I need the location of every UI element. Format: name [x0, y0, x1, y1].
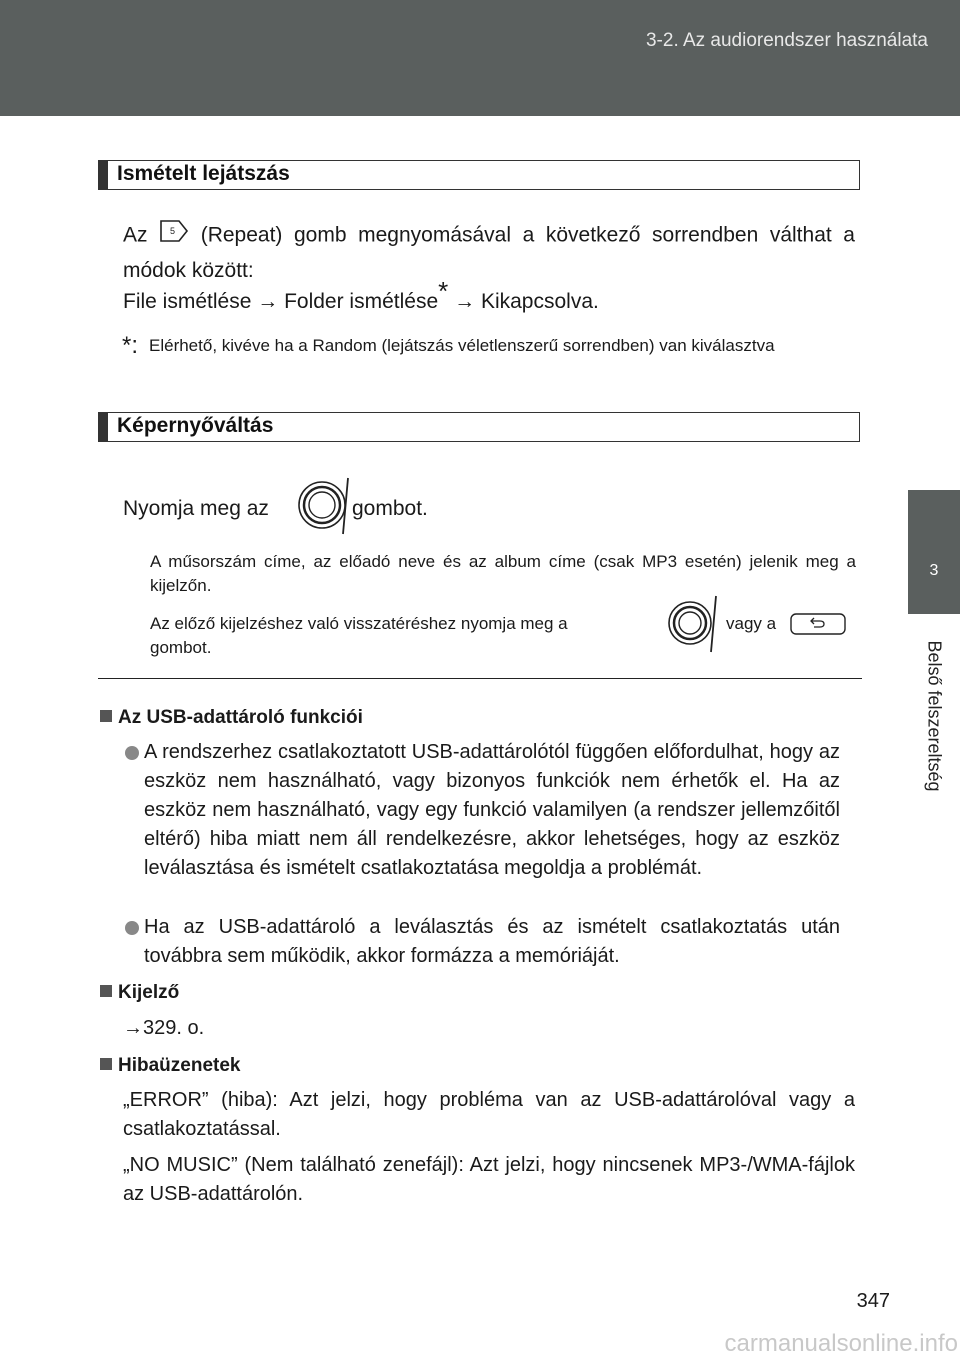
screen-note-1: A műsorszám címe, az előadó neve és az album címe (csak MP3 esetén) jelenik meg a kijelzőn.: [150, 552, 856, 595]
errors-title: [100, 1049, 240, 1082]
seq-arrow-2: →: [454, 290, 476, 313]
screen-heading-text: Képernyőváltás: [117, 414, 274, 437]
repeat-heading: [98, 160, 860, 190]
chapter-tab: [908, 490, 960, 614]
screen-p1-b: gombot.: [352, 497, 428, 520]
repeat-p1-b: (Repeat) gomb megnyomásával a következő sorrendben válthat a módok között:: [123, 223, 855, 282]
square-bullet-icon: [100, 710, 112, 722]
screen-note-2b: vagy a: [726, 614, 777, 633]
square-bullet-icon: [100, 1058, 112, 1070]
back-button-icon: [790, 613, 846, 640]
seq-arrow-1: →: [257, 290, 279, 313]
screen-note-2a: Az előző kijelzéshez való visszatéréshez nyomja meg a: [150, 614, 568, 633]
repeat-heading-text: Ismételt lejátszás: [117, 162, 290, 185]
error-2: „NO MUSIC” (Nem található zenefájl): Azt jelzi, hogy nincsenek MP3-/WMA-fájlok az USB-adattárolón.: [123, 1154, 855, 1205]
section-divider: [98, 678, 862, 679]
seq-off: Kikapcsolva.: [480, 290, 599, 313]
screen-note-2c: gombot.: [150, 638, 212, 657]
repeat-paragraph: [123, 218, 855, 287]
chapter-title: Belső felszereltség: [924, 640, 945, 792]
display-ref: →329. o.: [123, 1017, 205, 1039]
knob-icon: [296, 474, 354, 541]
seq-file: File ismétlése: [123, 290, 252, 313]
errors-title-text: Hibaüzenetek: [118, 1055, 241, 1076]
screen-p1-a: Nyomja meg az: [123, 497, 269, 520]
footnote-text: Elérhető, kivéve ha a Random (lejátszás véletlenszerű sorrendben) van kiválasztva: [149, 336, 775, 355]
chapter-number: 3: [929, 562, 939, 579]
page-number: 347: [856, 1290, 890, 1312]
knob-icon-small: [664, 594, 722, 659]
display-title: [100, 976, 179, 1009]
bullet-dot-icon: [125, 921, 139, 935]
usb-bullet-2: Ha az USB-adattároló a leválasztás és az ismételt csatlakoztatás után továbbra sem működik, akkor formázza a memóriáját.: [144, 916, 840, 967]
square-bullet-icon: [100, 985, 112, 997]
footnote-mark: *:: [122, 332, 139, 359]
repeat-p1-a: Az: [123, 223, 148, 247]
repeat-key-label: 5: [170, 226, 176, 236]
top-banner: [0, 0, 960, 116]
seq-asterisk: *: [438, 276, 449, 306]
repeat-sequence: [123, 276, 855, 318]
section-header: 3-2. Az audiorendszer használata: [645, 30, 928, 51]
usb-title-text: Az USB-adattároló funkciói: [118, 707, 363, 728]
usb-bullet-1: A rendszerhez csatlakoztatott USB-adattárolótól függően előfordulhat, hogy az eszköz nem használható, vagy bizonyos funkciók nem érhetők el. Ha az eszköz nem használható, vagy egy funkció valamilyen (a rendszer jellemzőitől eltérő) hiba miatt nem áll rendelkezésre, akkor lehetséges, hogy az eszköz leválasztása és ismételt csatlakoztatása megoldja a problémát.: [144, 741, 840, 879]
display-title-text: Kijelző: [118, 982, 180, 1003]
repeat-key-icon: [159, 218, 189, 254]
screen-heading: [98, 412, 860, 442]
error-1: „ERROR” (hiba): Azt jelzi, hogy probléma van az USB-adattárolóval vagy a csatlakoztatással.: [123, 1089, 855, 1140]
bullet-dot-icon: [125, 746, 139, 760]
seq-folder: Folder ismétlése: [284, 290, 439, 313]
usb-title: [100, 701, 363, 734]
watermark: carmanualsonline.info: [724, 1330, 958, 1357]
